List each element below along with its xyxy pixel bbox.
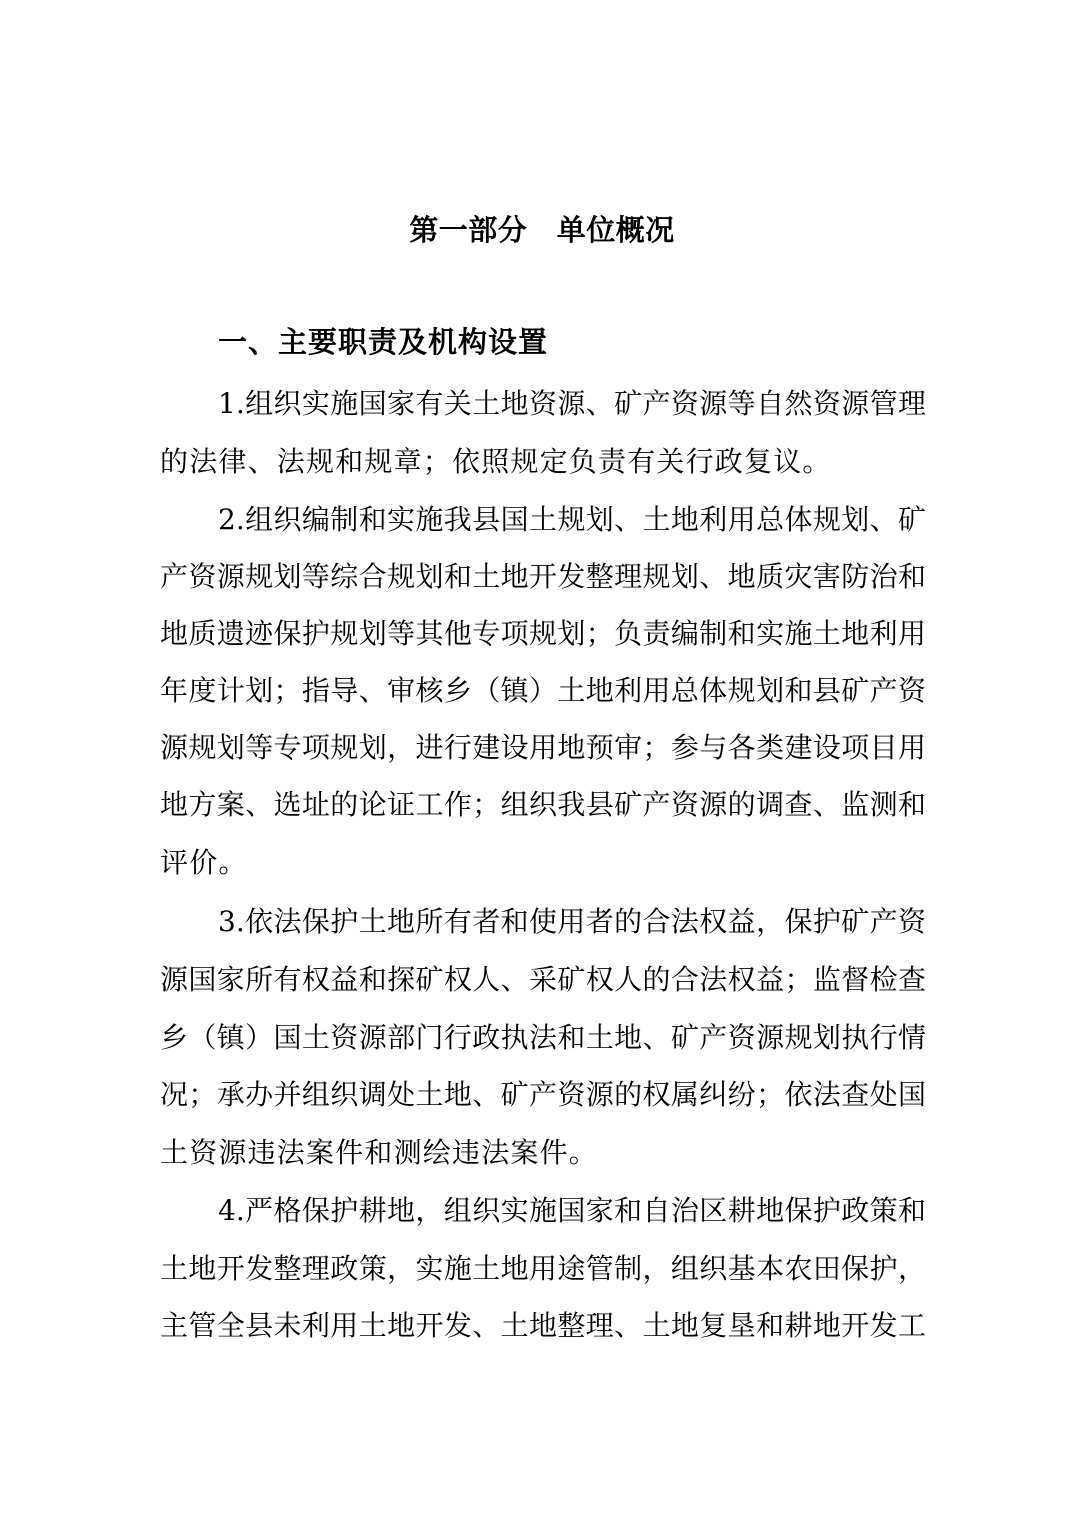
paragraph-3-line-4: 况；承办并组织调处土地、矿产资源的权属纠纷；依法查处国 — [160, 1078, 926, 1111]
paragraph-2-line-6: 地方案、选址的论证工作；组织我县矿产资源的调查、监测和 — [160, 788, 926, 821]
paragraph-2-line-7: 评价。 — [160, 846, 248, 879]
paragraph-2-line-5: 源规划等专项规划，进行建设用地预审；参与各类建设项目用 — [160, 731, 926, 764]
paragraph-4-line-1: 4.严格保护耕地，组织实施国家和自治区耕地保护政策和 — [218, 1194, 926, 1227]
paragraph-2-line-2: 产资源规划等综合规划和土地开发整理规划、地质灾害防治和 — [160, 560, 926, 593]
paragraph-3-line-2: 源国家所有权益和探矿权人、采矿权人的合法权益；监督检查 — [160, 963, 926, 996]
paragraph-2-line-3: 地质遗迹保护规划等其他专项规划；负责编制和实施土地利用 — [160, 617, 926, 650]
paragraph-3-line-5: 土资源违法案件和测绘违法案件。 — [160, 1136, 599, 1169]
paragraph-3-line-3: 乡（镇）国土资源部门行政执法和土地、矿产资源规划执行情 — [160, 1021, 926, 1054]
paragraph-4-line-3: 主管全县未利用土地开发、土地整理、土地复垦和耕地开发工 — [160, 1309, 926, 1342]
page-title: 第一部分 单位概况 — [409, 213, 675, 247]
paragraph-1-line-2: 的法律、法规和规章；依照规定负责有关行政复议。 — [160, 445, 832, 478]
paragraph-3-line-1: 3.依法保护土地所有者和使用者的合法权益，保护矿产资 — [218, 905, 926, 938]
paragraph-2-line-1: 2.组织编制和实施我县国土规划、土地利用总体规划、矿 — [218, 503, 926, 536]
paragraph-1-line-1: 1.组织实施国家有关土地资源、矿产资源等自然资源管理 — [218, 387, 926, 420]
paragraph-4-line-2: 土地开发整理政策，实施土地用途管制，组织基本农田保护， — [160, 1252, 926, 1285]
paragraph-2-line-4: 年度计划；指导、审核乡（镇）土地利用总体规划和县矿产资 — [160, 674, 926, 707]
section-heading: 一、主要职责及机构设置 — [218, 325, 549, 359]
